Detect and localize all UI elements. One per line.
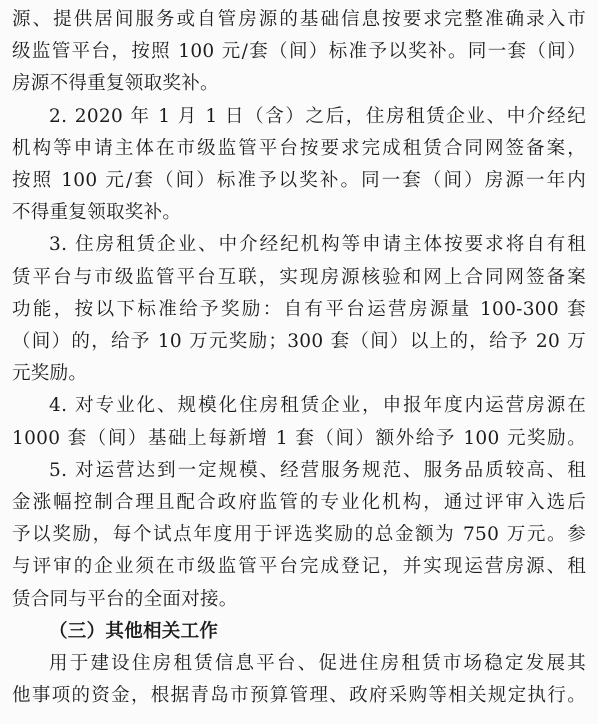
text-line: 赁平台与市级监管平台互联，实现房源核验和网上合同网签备案 [12, 266, 586, 288]
text-line: 4. 对专业化、规模化住房租赁企业，申报年度内运营房源在 [49, 395, 586, 417]
text-line: 1000 套（间）基础上每新增 1 套（间）额外给予 100 元奖励。 [12, 427, 586, 449]
text-line: 赁合同与平台的全面对接。 [12, 588, 238, 610]
text-line: 用于建设住房租赁信息平台、促进住房租赁市场稳定发展其 [49, 653, 586, 674]
text-line: 按照 100 元/套（间）标准予以奖补。同一套（间）房源一年内 [12, 170, 586, 191]
text-line: 不得重复领取奖补。 [12, 202, 182, 224]
text-line: 予以奖励，每个试点年度用于评选奖励的总金额为 750 万元。参 [12, 524, 586, 546]
text-line: 3. 住房租赁企业、中介经纪机构等申请主体按要求将自有租 [49, 234, 586, 256]
text-line: 他事项的资金，根据青岛市预算管理、政府采购等相关规定执行。 [12, 685, 586, 707]
text-line: 与评审的企业须在市级监管平台完成登记，并实现运营房源、租 [12, 556, 586, 578]
text-line: 2. 2020 年 1 月 1 日（含）之后，住房租赁企业、中介经纪 [49, 105, 586, 127]
text-line: 级监管平台，按照 100 元/套（间）标准予以奖补。同一套（间） [12, 41, 586, 63]
text-line: 房源不得重复领取奖补。 [12, 73, 219, 95]
text-line: 功能，按以下标准给予奖励：自有平台运营房源量 100-300 套 [12, 298, 586, 320]
text-line: 元奖励。 [12, 363, 88, 385]
text-line: 源、提供居间服务或自管房源的基础信息按要求完整准确录入市 [12, 9, 586, 30]
text-line: 5. 对运营达到一定规模、经营服务规范、服务品质较高、租 [49, 459, 586, 481]
text-line: 机构等申请主体在市级监管平台按要求完成租赁合同网签备案， [12, 137, 586, 159]
text-line: （间）的，给予 10 万元奖励；300 套（间）以上的，给予 20 万 [12, 331, 586, 352]
section-heading: （三）其他相关工作 [49, 620, 219, 642]
text-line: 金涨幅控制合理且配合政府监管的专业化机构，通过评审入选后 [12, 492, 586, 513]
